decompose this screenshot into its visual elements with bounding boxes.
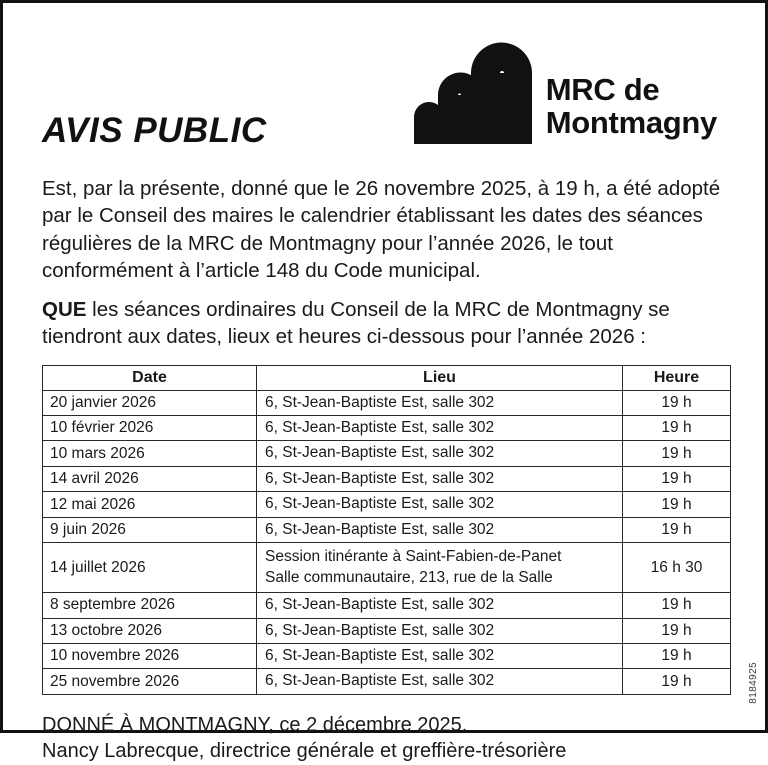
cell-date: 12 mai 2026 <box>43 492 257 517</box>
cell-date: 9 juin 2026 <box>43 517 257 542</box>
cell-heure: 19 h <box>623 517 731 542</box>
cell-heure: 19 h <box>623 415 731 440</box>
cell-lieu-line: 6, St-Jean-Baptiste Est, salle 302 <box>265 469 495 487</box>
cell-lieu <box>257 593 623 618</box>
cell-lieu-line: 6, St-Jean-Baptiste Est, salle 302 <box>265 672 495 690</box>
cell-heure: 19 h <box>623 644 731 669</box>
column-header-heure: Heure <box>623 365 731 390</box>
publication-reference-code: 8184925 <box>748 662 759 704</box>
cell-lieu-line: 6, St-Jean-Baptiste Est, salle 302 <box>265 520 495 538</box>
table-row <box>43 492 731 517</box>
logo-wordmark <box>546 74 717 144</box>
cell-lieu-line: 6, St-Jean-Baptiste Est, salle 302 <box>265 444 495 462</box>
table-row <box>43 441 731 466</box>
cell-heure: 19 h <box>623 441 731 466</box>
table-header-row <box>43 365 731 390</box>
cell-lieu <box>257 415 623 440</box>
organization-logo <box>414 29 717 144</box>
notice-content <box>3 3 765 763</box>
cell-lieu-line: Session itinérante à Saint-Fabien-de-Panet <box>265 548 562 566</box>
cell-date: 25 novembre 2026 <box>43 669 257 694</box>
table-row <box>43 466 731 491</box>
cell-lieu <box>257 543 623 593</box>
paragraph-2-rest: les séances ordinaires du Conseil de la MRC de Montmagny se tiendront aux dates, lieux et heures ci-dessous pour l’année 2026 : <box>42 298 670 349</box>
cell-heure: 19 h <box>623 669 731 694</box>
cell-date: 10 mars 2026 <box>43 441 257 466</box>
cell-lieu-line: 6, St-Jean-Baptiste Est, salle 302 <box>265 596 495 614</box>
notice-paragraph-2 <box>42 296 735 351</box>
cell-lieu <box>257 441 623 466</box>
cell-lieu <box>257 390 623 415</box>
table-row <box>43 669 731 694</box>
table-row <box>43 543 731 593</box>
footer-line-signatory: Nancy Labrecque, directrice générale et greffière-trésorière <box>42 740 567 763</box>
mrc-montmagny-arches-logo-icon <box>414 29 532 144</box>
cell-lieu <box>257 618 623 643</box>
schedule-table-body <box>43 390 731 694</box>
page-title: AVIS PUBLIC <box>42 111 267 150</box>
cell-lieu-line: Salle communautaire, 213, rue de la Salle <box>265 568 553 586</box>
logo-line-1: MRC de <box>545 72 660 108</box>
cell-heure: 19 h <box>623 492 731 517</box>
cell-heure: 19 h <box>623 593 731 618</box>
column-header-lieu: Lieu <box>257 365 623 390</box>
cell-heure: 19 h <box>623 466 731 491</box>
table-row <box>43 593 731 618</box>
table-row <box>43 415 731 440</box>
notice-header <box>37 3 735 175</box>
cell-lieu <box>257 644 623 669</box>
cell-lieu <box>257 466 623 491</box>
paragraph-2-lead: QUE <box>42 298 87 321</box>
table-row <box>43 517 731 542</box>
cell-lieu-line: 6, St-Jean-Baptiste Est, salle 302 <box>265 621 495 639</box>
cell-lieu-line: 6, St-Jean-Baptiste Est, salle 302 <box>265 495 495 513</box>
cell-lieu-line: 6, St-Jean-Baptiste Est, salle 302 <box>265 418 495 436</box>
cell-date: 8 septembre 2026 <box>43 593 257 618</box>
cell-lieu <box>257 517 623 542</box>
schedule-table-head <box>43 365 731 390</box>
cell-heure: 19 h <box>623 618 731 643</box>
notice-paragraph-1: Est, par la présente, donné que le 26 novembre 2025, à 19 h, a été adopté par le Conseil des maires le calendrier établissant les dates des séances régulières de la MRC de Montmagny pour l’année 2026, le tout conformément à l’article 148 du Code municipal. <box>42 177 721 282</box>
cell-date: 14 juillet 2026 <box>43 543 257 593</box>
cell-date: 10 février 2026 <box>43 415 257 440</box>
cell-date: 14 avril 2026 <box>43 466 257 491</box>
schedule-table <box>42 365 731 695</box>
notice-footer <box>42 712 735 765</box>
cell-lieu-line: 6, St-Jean-Baptiste Est, salle 302 <box>265 393 495 411</box>
cell-date: 20 janvier 2026 <box>43 390 257 415</box>
table-row <box>43 644 731 669</box>
schedule-table-container <box>42 365 735 695</box>
cell-lieu-line: 6, St-Jean-Baptiste Est, salle 302 <box>265 647 495 665</box>
cell-date: 13 octobre 2026 <box>43 618 257 643</box>
cell-lieu <box>257 669 623 694</box>
cell-lieu <box>257 492 623 517</box>
cell-heure: 19 h <box>623 390 731 415</box>
cell-date: 10 novembre 2026 <box>43 644 257 669</box>
cell-heure: 16 h 30 <box>623 543 731 593</box>
table-row <box>43 618 731 643</box>
table-row <box>43 390 731 415</box>
logo-line-2: Montmagny <box>545 105 717 141</box>
column-header-date: Date <box>43 365 257 390</box>
footer-line-place-date: DONNÉ À MONTMAGNY, ce 2 décembre 2025. <box>42 713 468 736</box>
